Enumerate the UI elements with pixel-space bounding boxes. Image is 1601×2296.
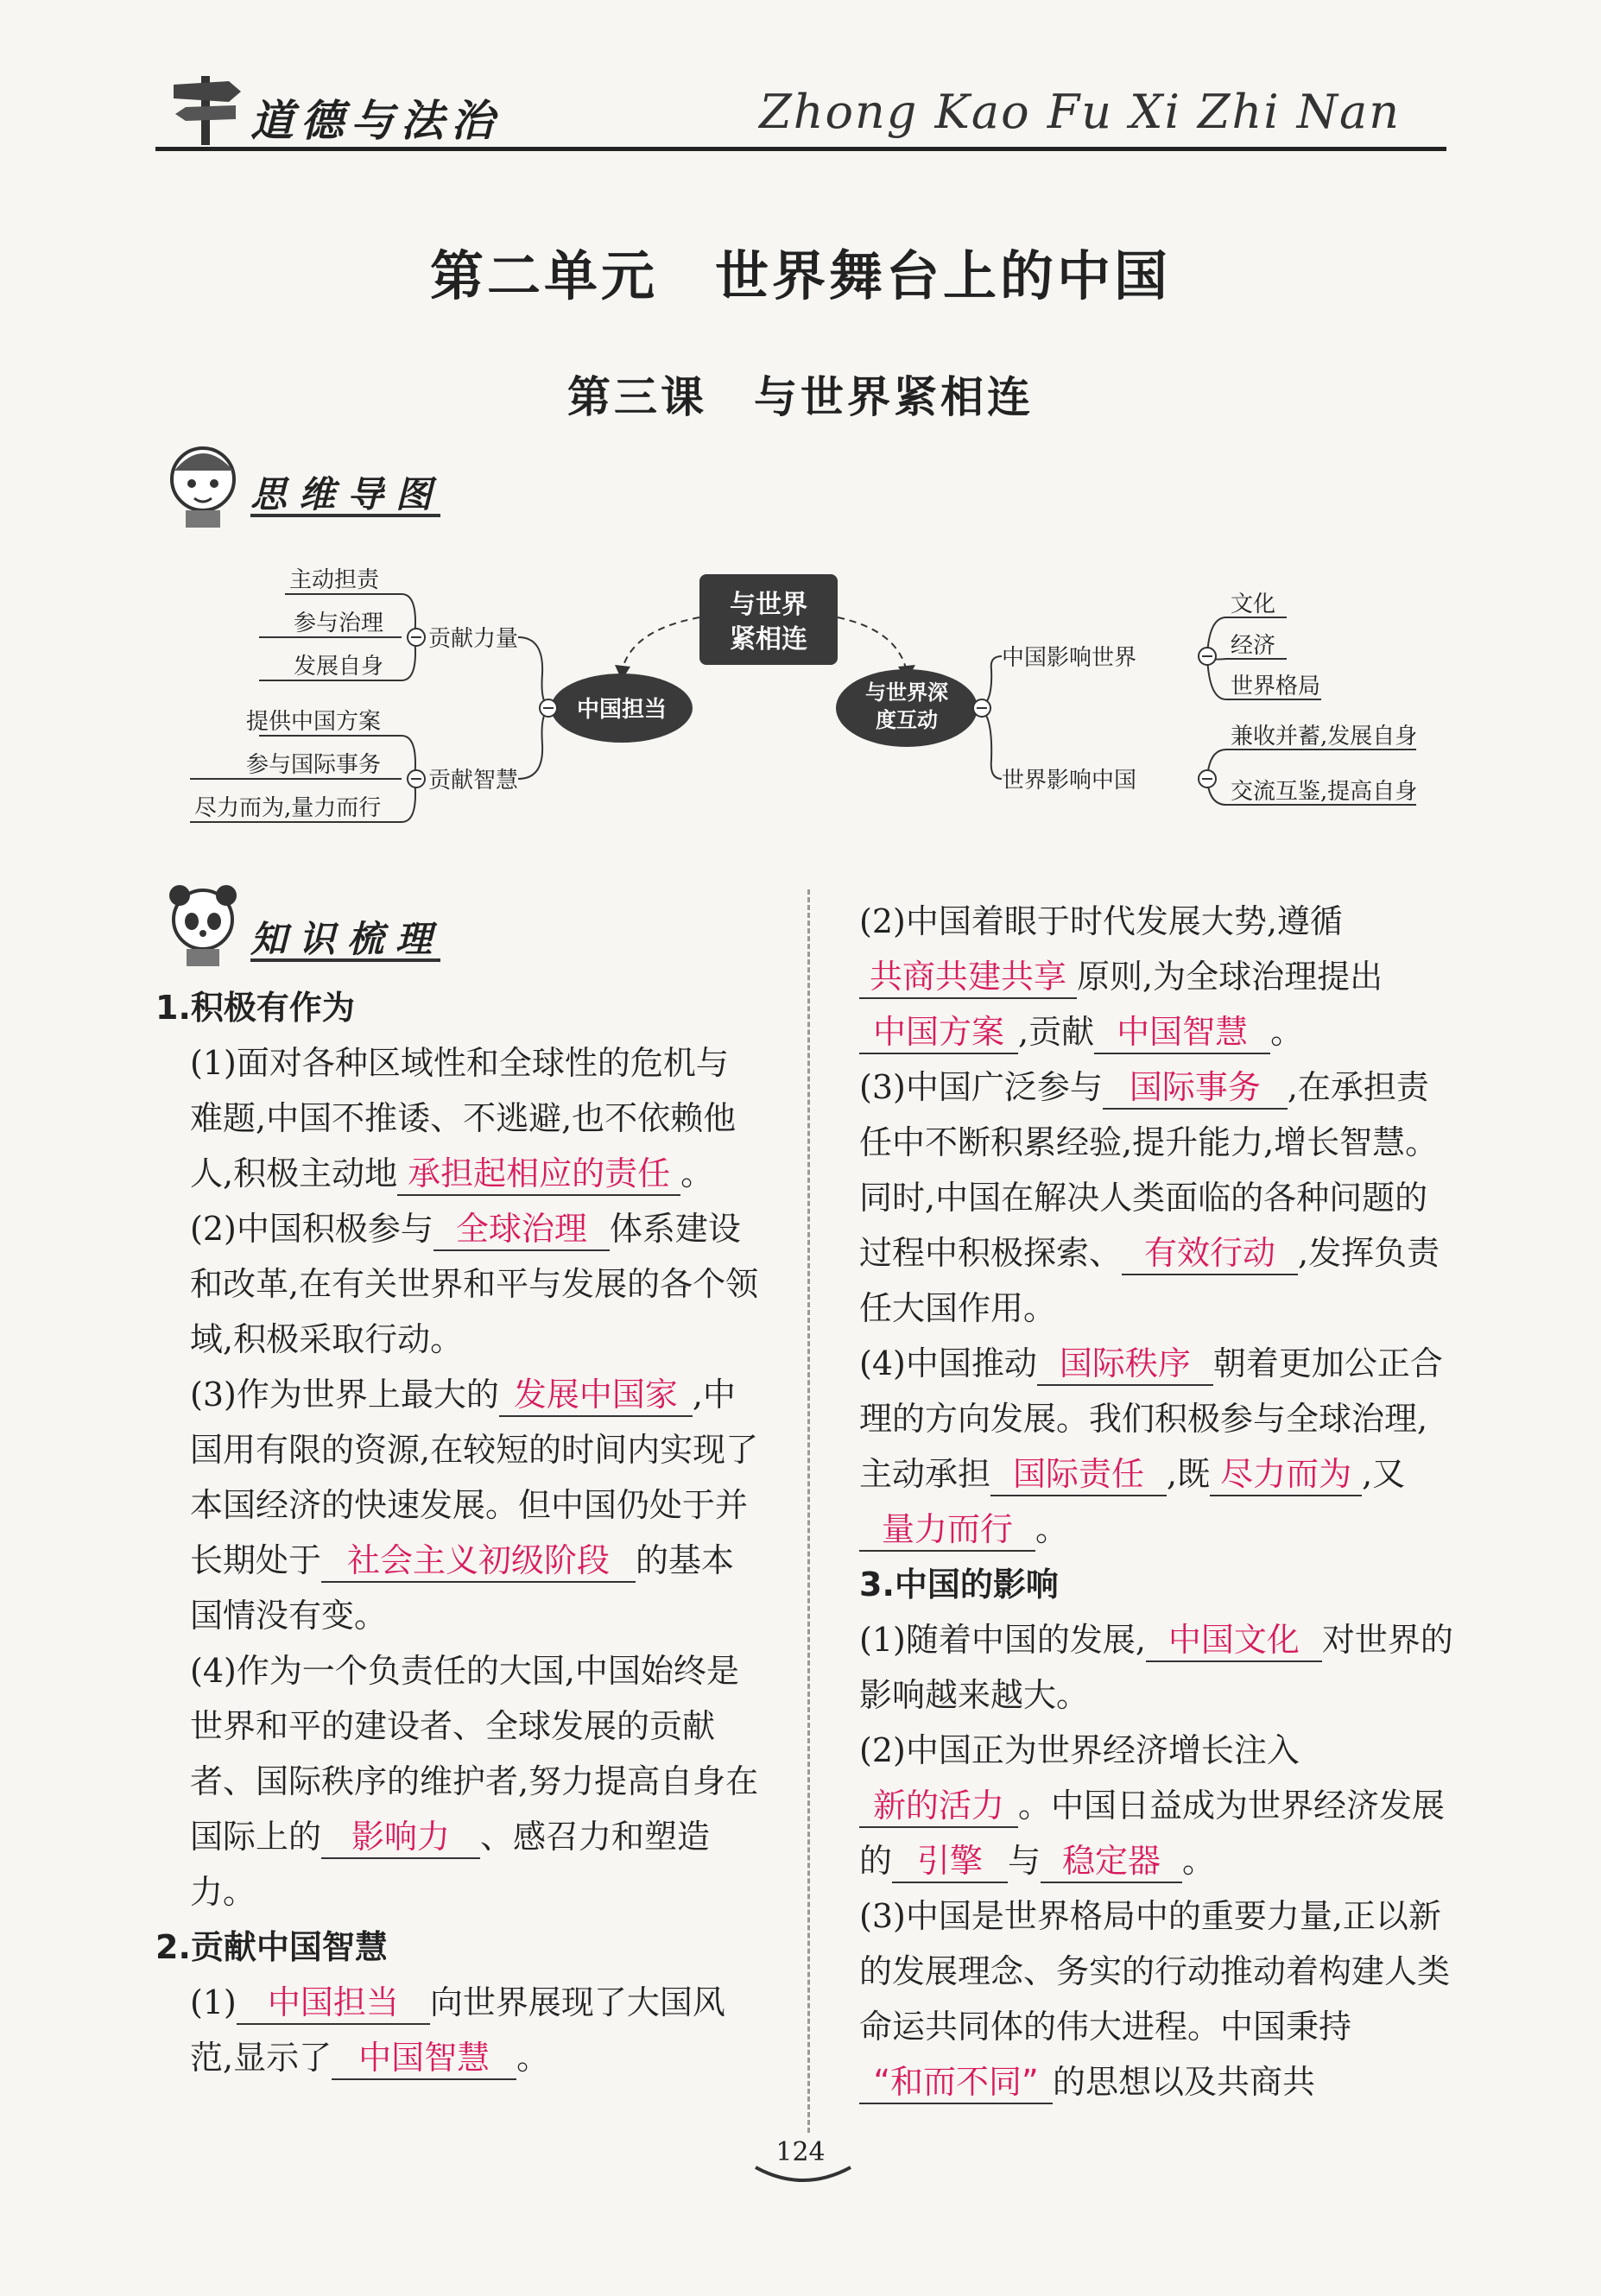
answer-blank: 新的活力	[859, 1785, 1018, 1828]
signpost-icon	[168, 69, 246, 147]
series-title: Zhong Kao Fu Xi Zhi Nan	[759, 85, 1401, 139]
leaf-participate-governance: 参与治理	[294, 610, 384, 636]
leaf-do-best: 尽力而为,量力而行	[194, 795, 382, 821]
para-3-3: (3)中国是世界格局中的重要力量,正以新的发展理念、务实的行动推动着构建人类命运共同体的伟大进程。中国秉持“和而不同” 的思想以及共商共	[859, 1888, 1455, 2109]
para-2-3: (3)中国广泛参与 国际事务 ,在承担责任中不断积累经验,提升能力,增长智慧。同时,中国在解决人类面临的各种问题的过程中积极探索、 有效行动 ,发挥负责任大国作用。	[859, 1068, 1440, 1327]
para-1-2: (2)中国积极参与 全球治理 体系建设和改革,在有关世界和平与发展的各个领域,积极采取行动。	[190, 1210, 759, 1358]
mind-map	[173, 553, 1451, 838]
answer-blank: 量力而行	[859, 1509, 1035, 1552]
leaf-culture: 文化	[1231, 591, 1276, 617]
leaf-china-plan: 提供中国方案	[246, 709, 382, 735]
knowledge-tag: 知识梳理	[250, 918, 445, 960]
heading-wisdom: 2.贡献中国智慧	[155, 1928, 388, 1966]
branch-contribute-strength: 贡献力量	[428, 626, 519, 652]
answer-blank: 中国智慧	[332, 2037, 516, 2080]
leaf-exchange: 交流互鉴,提高自身	[1231, 779, 1418, 805]
subject-title: 道德与法治	[250, 95, 501, 146]
answer-blank: 稳定器	[1041, 1840, 1182, 1883]
leaf-economy: 经济	[1231, 633, 1276, 659]
leaf-world-pattern: 世界格局	[1231, 674, 1321, 699]
para-1-3: (3)作为世界上最大的 发展中国家 ,中国用有限的资源,在较短的时间内实现了本国经济的快速发展。但中国仍处于并长期处于 社会主义初级阶段 的基本国情没有变。	[190, 1376, 759, 1635]
right-node-line2: 度互动	[876, 707, 938, 732]
branch-world-affects-china: 世界影响中国	[1002, 768, 1137, 794]
para-3-1: (1)随着中国的发展, 中国文化 对世界的影响越来越大。	[859, 1621, 1453, 1714]
answer-blank: “和而不同”	[859, 2061, 1053, 2104]
answer-blank: 社会主义初级阶段	[321, 1540, 636, 1583]
para-2-2: (2)中国着眼于时代发展大势,遵循共商共建共享 原则,为全球治理提出中国方案 ,贡献 中国智慧 。	[859, 894, 1455, 1059]
leaf-absorb: 兼收并蓄,发展自身	[1231, 724, 1418, 750]
answer-blank: 引擎	[892, 1840, 1008, 1883]
lesson-title: 第三课 与世界紧相连	[567, 372, 1034, 422]
heading-active: 1.积极有作为	[155, 989, 355, 1027]
para-2-4: (4)中国推动 国际秩序 朝着更加公正合理的方向发展。我们积极参与全球治理,主动承担 国际责任 ,既 尽力而为 ,又量力而行 。	[859, 1336, 1455, 1557]
column-divider	[807, 889, 810, 2133]
para-1-1: (1)面对各种区域性和全球性的危机与难题,中国不推诿、不逃避,也不依赖他人,积极主动地 承担起相应的责任 。	[155, 1035, 760, 1201]
leaf-develop-self: 发展自身	[294, 654, 384, 680]
center-node-line2: 紧相连	[730, 624, 807, 655]
answer-blank: 共商共建共享	[859, 956, 1077, 999]
answer-blank: 中国担当	[237, 1982, 430, 2025]
mind-map-tag-underline	[250, 514, 440, 517]
leaf-active-responsibility: 主动担责	[289, 567, 380, 593]
page-number-swoosh	[751, 2159, 855, 2185]
branch-contribute-wisdom: 贡献智慧	[428, 768, 519, 794]
panda-icon	[155, 876, 250, 971]
answer-blank: 国际责任	[990, 1453, 1167, 1496]
answer-blank: 影响力	[321, 1816, 480, 1859]
knowledge-tag-underline	[250, 958, 440, 962]
mind-map-tag: 思维导图	[250, 473, 445, 515]
center-node-line1: 与世界	[730, 590, 807, 620]
cartoon-boy-icon	[155, 436, 250, 531]
unit-title: 第二单元 世界舞台上的中国	[429, 244, 1171, 307]
page-number: 124	[775, 2137, 826, 2167]
para-2-1: (1) 中国担当 向世界展现了大国风范,显示了 中国智慧 。	[155, 1975, 760, 2085]
answer-blank: 发展中国家	[499, 1374, 693, 1417]
branch-china-affects-world: 中国影响世界	[1002, 645, 1137, 671]
answer-blank: 中国智慧	[1094, 1011, 1270, 1054]
left-column	[155, 980, 760, 2085]
answer-blank: 有效行动	[1122, 1232, 1298, 1275]
para-3-2: (2)中国正为世界经济增长注入新的活力 。中国日益成为世界经济发展的 引擎 与 稳定器 。	[859, 1723, 1455, 1888]
header-rule	[155, 147, 1446, 151]
answer-blank: 国际秩序	[1037, 1343, 1213, 1386]
answer-blank: 中国文化	[1146, 1619, 1322, 1662]
para-1-4: (4)作为一个负责任的大国,中国始终是世界和平的建设者、全球发展的贡献者、国际秩序的维护者,努力提高自身在国际上的 影响力 、感召力和塑造力。	[190, 1652, 759, 1911]
answer-blank: 全球治理	[433, 1208, 610, 1251]
answer-blank: 国际事务	[1103, 1066, 1288, 1110]
left-node: 中国担当	[576, 697, 668, 723]
answer-blank: 中国方案	[859, 1011, 1018, 1054]
right-column	[859, 894, 1455, 2109]
leaf-international-affairs: 参与国际事务	[246, 752, 382, 778]
answer-blank: 承担起相应的责任	[397, 1153, 680, 1196]
answer-blank: 尽力而为	[1210, 1453, 1362, 1496]
right-node-line1: 与世界深	[865, 680, 948, 705]
heading-influence: 3.中国的影响	[859, 1565, 1059, 1603]
